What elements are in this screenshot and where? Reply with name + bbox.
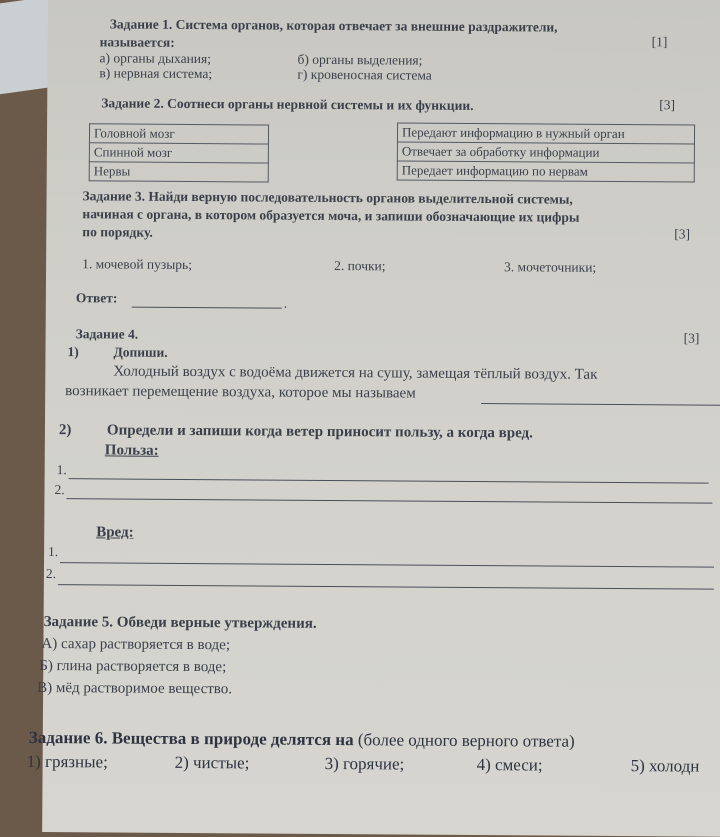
task5-item-b[interactable]: Б) глина растворяется в воде;	[39, 657, 227, 676]
organ-cell: Нервы	[89, 162, 268, 182]
task6-title-bold: Задание 6. Вещества в природе делятся на	[28, 727, 354, 750]
harm-num-1: 1.	[48, 544, 59, 560]
task3-points: [3]	[674, 226, 691, 242]
benefit-label: Польза:	[104, 442, 159, 459]
harm-num-2: 2.	[45, 566, 57, 582]
task3-item-2: 2. почки;	[334, 258, 386, 274]
task4-q1-num: 1)	[67, 344, 79, 360]
task6-option-5[interactable]: 5) холодн	[630, 756, 700, 776]
organs-table	[89, 123, 269, 182]
answer-line[interactable]	[132, 307, 282, 309]
task5-title: Задание 5. Обведи верные утверждения.	[43, 613, 317, 632]
function-cell: Отвечает за обработку информации	[397, 142, 694, 163]
task3-title-l2: начиная с органа, в котором образуется моча, и запиши обозначающие их цифры	[82, 206, 580, 225]
task6-option-2[interactable]: 2) чистые;	[174, 752, 250, 773]
functions-table	[397, 122, 695, 182]
task1-option-b: б) органы выделения;	[297, 51, 423, 68]
task1-option-a: а) органы дыхания;	[99, 50, 212, 67]
organ-cell: Спинной мозг	[89, 143, 268, 163]
task4-q2-num: 2)	[58, 422, 72, 439]
benefit-line-1[interactable]	[69, 478, 709, 483]
benefit-num-2: 2.	[54, 482, 65, 498]
function-cell: Передает информацию по нервам	[397, 161, 694, 182]
task4-q2-title: Определи и запиши когда ветер приносит пользу, а когда вред.	[106, 422, 533, 442]
task2-title: Задание 2. Соотнеси органы нервной системы и их функции.	[101, 95, 474, 113]
task4-points: [3]	[683, 330, 700, 346]
task6-title-rest: (более одного верного ответа)	[357, 730, 575, 751]
task1-option-c: в) нервная система;	[99, 65, 213, 82]
benefit-num-1: 1.	[56, 462, 67, 478]
task6-option-1[interactable]: 1) грязные;	[26, 751, 108, 772]
worksheet-page	[26, 0, 720, 837]
q1-answer-line[interactable]	[481, 403, 720, 406]
benefit-line-2[interactable]	[66, 498, 712, 504]
task1-option-d: г) кровеносная система	[297, 66, 432, 83]
harm-line-2[interactable]	[58, 584, 714, 590]
organ-cell: Головной мозг	[89, 124, 268, 144]
task1-points: [1]	[651, 34, 668, 50]
task4-q1-text-l2: возникает перемещение воздуха, которое мы называем	[65, 383, 416, 402]
task5-item-c[interactable]: В) мёд растворимое вещество.	[37, 679, 233, 698]
task3-item-1: 1. мочевой пузырь;	[82, 256, 193, 273]
task1-title: Задание 1. Система органов, которая отвечает за внешние раздражители,	[109, 16, 558, 35]
task5-item-a[interactable]: А) сахар растворяется в воде;	[41, 635, 231, 654]
task6-option-3[interactable]: 3) горячие;	[324, 753, 405, 774]
task3-item-3: 3. мочеточники;	[504, 259, 597, 275]
task6-title	[29, 728, 575, 752]
answer-label: Ответ:	[75, 290, 118, 306]
harm-label: Вред:	[96, 524, 134, 541]
function-cell: Передают информацию в нужный орган	[397, 123, 694, 144]
task6-option-4[interactable]: 4) смеси;	[476, 755, 543, 775]
harm-line-1[interactable]	[60, 562, 714, 568]
task2-points: [3]	[659, 97, 676, 113]
task4-title: Задание 4.	[75, 326, 139, 342]
task4-q1-title: Допиши.	[113, 344, 168, 360]
task1-title-cont: называется:	[99, 34, 175, 50]
answer-end: .	[283, 295, 288, 311]
task3-title-l3: по порядку.	[82, 224, 153, 240]
task3-title-l1: Задание 3. Найди верную последовательность органов выделительной системы,	[82, 188, 573, 207]
task4-q1-text-l1: Холодный воздух с водоёма движется на сушу, замещая тёплый воздух. Так	[113, 363, 598, 383]
